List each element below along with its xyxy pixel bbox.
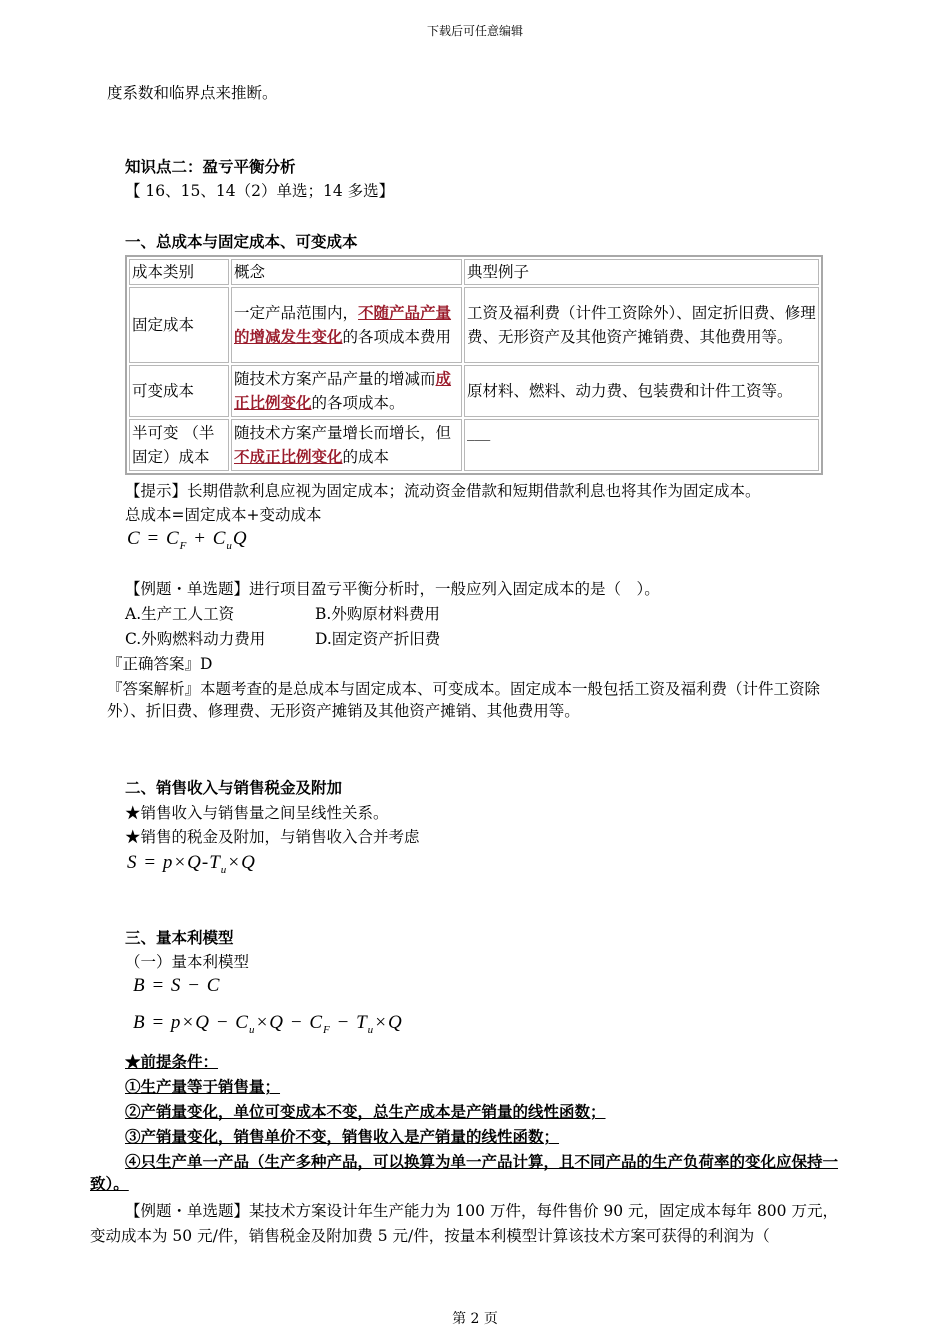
concept-cell: 随技术方案产量增长而增长，但不成正比例变化的成本	[231, 419, 462, 471]
table-header-row	[129, 259, 819, 285]
formula-profit-1: B = S − C	[133, 975, 221, 996]
section2-point: ★销售收入与销售量之间呈线性关系。	[125, 804, 389, 822]
option-b: B.外购原材料费用	[315, 605, 440, 623]
premise-item: ③产销量变化，销售单价不变，销售收入是产销量的线性函数；	[125, 1127, 560, 1146]
formula-revenue: $S = p\times Q-T_u\times Q$	[127, 852, 256, 876]
formula-text: 总成本=固定成本+变动成本	[125, 506, 322, 524]
header-cell: 概念	[231, 259, 462, 285]
option-d: D.固定资产折旧费	[315, 630, 441, 648]
cost-table	[125, 255, 823, 475]
premise-item: ④只生产单一产品（生产多种产品，可以换算为单一产品计算，且不同产品的生产负荷率的变化应保持一致）。	[90, 1152, 839, 1193]
example1-question: 【例题・单选题】进行项目盈亏平衡分析时，一般应列入固定成本的是（ ）。	[125, 580, 660, 598]
intro-line: 度系数和临界点来推断。	[107, 84, 278, 102]
section2-point: ★销售的税金及附加，与销售收入合并考虑	[125, 828, 420, 846]
section1-title: 一、总成本与固定成本、可变成本	[125, 232, 358, 251]
section3-title: 三、量本利模型	[125, 928, 234, 947]
cost-type-cell: 可变成本	[129, 365, 229, 417]
cost-type-cell: 半可变 （半固定）成本	[129, 419, 229, 471]
highlight-text: 成正比例变化	[234, 369, 452, 412]
highlight-text: 不随产品产量的增减发生变化	[234, 303, 452, 346]
concept-cell: 随技术方案产品产量的增减而成正比例变化的各项成本。	[231, 365, 462, 417]
example-cell: 原材料、燃料、动力费、包装费和计件工资等。	[464, 365, 819, 417]
page-header: 下载后可任意编辑	[426, 24, 523, 38]
kp2-years: 【 16、15、14（2）单选；14 多选】	[125, 182, 395, 200]
concept-cell: 一定产品范围内，不随产品产量的增减发生变化的各项成本费用	[231, 287, 462, 363]
example2-question: 【例题・单选题】某技术方案设计年生产能力为 100 万件，每件售价 90 元，固定成本每年 800 万元，变动成本为 50 元/件，销售税金及附加费 5 元/件，按量本利模型计算该技术方案可获得的利润为（	[90, 1202, 838, 1245]
example-cell: ___	[464, 419, 819, 471]
section3-sub: （一）量本利模型	[125, 953, 250, 971]
premise-title: ★前提条件：	[125, 1052, 219, 1071]
example1-analysis: 『答案解析』本题考查的是总成本与固定成本、可变成本。固定成本一般包括工资及福利费（计件工资除外）、折旧费、修理费、无形资产摊销及其他资产摊销、其他费用等。	[107, 680, 821, 720]
header-cell: 典型例子	[464, 259, 819, 285]
option-c: C.外购燃料动力费用	[125, 630, 266, 648]
formula-profit-2: $B = p\times Q - C_u\times Q - C_F - T_u\times Q$	[133, 1012, 403, 1036]
example-cell: 工资及福利费（计件工资除外）、固定折旧费、修理费、无形资产及其他资产摊销费、其他费用等。	[464, 287, 819, 363]
tip-line: 【提示】长期借款利息应视为固定成本；流动资金借款和短期借款利息也将其作为固定成本。	[125, 482, 761, 500]
page-footer: 第 2 页	[452, 1311, 498, 1327]
premise-item: ①生产量等于销售量；	[125, 1077, 281, 1096]
kp2-title: 知识点二：盈亏平衡分析	[125, 157, 296, 176]
premise-item: ②产销量变化，单位可变成本不变，总生产成本是产销量的线性函数；	[125, 1102, 606, 1121]
table-row	[129, 419, 819, 471]
formula-total-cost: $C = C_F + C_uQ$	[127, 528, 248, 552]
option-a: A.生产工人工资	[125, 605, 235, 623]
table-row	[129, 287, 819, 363]
section2-title: 二、销售收入与销售税金及附加	[125, 778, 343, 797]
table-row	[129, 365, 819, 417]
cost-type-cell: 固定成本	[129, 287, 229, 363]
example1-answer: 『正确答案』D	[107, 655, 213, 673]
header-cell: 成本类别	[129, 259, 229, 285]
highlight-text: 不成正比例变化	[234, 447, 343, 466]
